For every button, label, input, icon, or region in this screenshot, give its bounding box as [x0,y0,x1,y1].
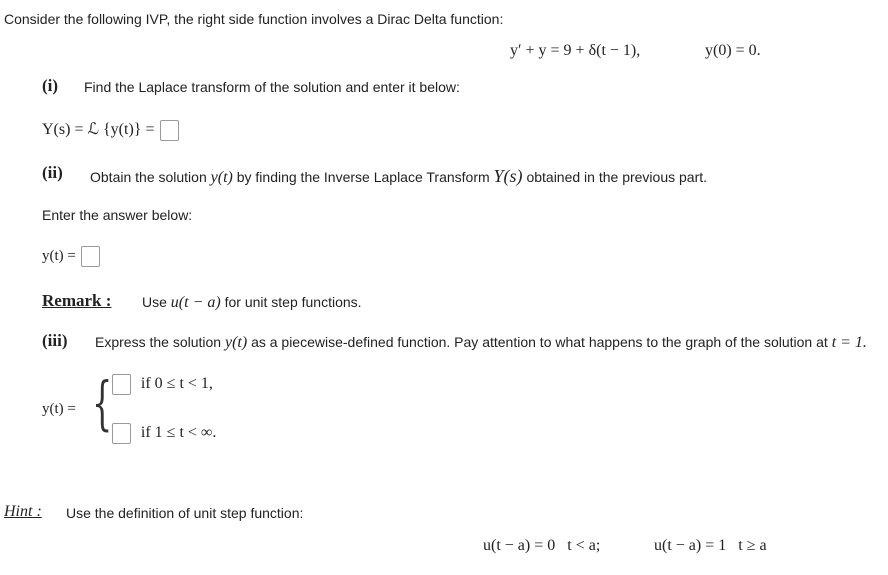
remark-var: u(t − a) [170,294,221,311]
remark-text-b: for unit step functions. [224,294,362,310]
laplace-expression [42,119,179,141]
unit-step-definition-2: u(t − a) = 1 t ≥ a [654,537,767,554]
piecewise-case-1-condition: if 0 ≤ t < 1, [140,375,213,393]
solution-expression-text: y(t) = [42,248,76,265]
part-iii-text [95,334,867,352]
part-ii-text-a: Obtain the solution [90,169,207,185]
laplace-answer-input[interactable] [160,120,179,141]
part-iii-text-a: Express the solution [95,334,222,350]
solution-answer-input[interactable] [81,246,100,267]
piecewise-case-2 [112,423,216,444]
remark-text-a: Use [142,294,167,310]
laplace-expression-text: Y(s) = ℒ {y(t)} = [42,121,155,138]
part-ii-text-b: by finding the Inverse Laplace Transform [236,169,490,185]
piecewise-case-1 [112,374,213,395]
part-ii-label: (ii) [42,163,63,182]
remark-label: Remark : [42,291,112,310]
part-iii-label: (iii) [42,331,68,350]
piecewise-brace: { [92,369,113,437]
hint-label: Hint : [4,503,42,520]
ivp-equation: y′ + y = 9 + δ(t − 1), [510,42,641,59]
part-iii-text-b: as a piecewise-defined function. Pay attention to what happens to the graph of the solution at [251,334,828,350]
piecewise-case-1-input[interactable] [112,374,131,395]
part-ii-var-y: y(t) [210,169,233,186]
remark-text [142,294,362,312]
unit-step-definition-1: u(t − a) = 0 t < a; [483,537,601,554]
ivp-initial-condition: y(0) = 0. [705,42,761,59]
part-iii-condition: t = 1. [831,334,867,351]
solution-expression [42,246,100,267]
piecewise-label: y(t) = [42,401,76,417]
piecewise-case-2-input[interactable] [112,423,131,444]
part-i-text: Find the Laplace transform of the solution and enter it below: [84,79,460,95]
part-ii-text [90,166,707,187]
enter-answer-text: Enter the answer below: [42,207,193,223]
hint-text: Use the definition of unit step function: [66,505,304,521]
intro-text: Consider the following IVP, the right side function involves a Dirac Delta function: [4,11,504,27]
part-i-label: (i) [42,76,59,95]
part-iii-var: y(t) [224,334,248,351]
piecewise-case-2-condition: if 1 ≤ t < ∞. [140,424,217,442]
part-ii-text-c: obtained in the previous part. [526,169,708,185]
part-ii-var-Y: Y(s) [493,166,523,186]
